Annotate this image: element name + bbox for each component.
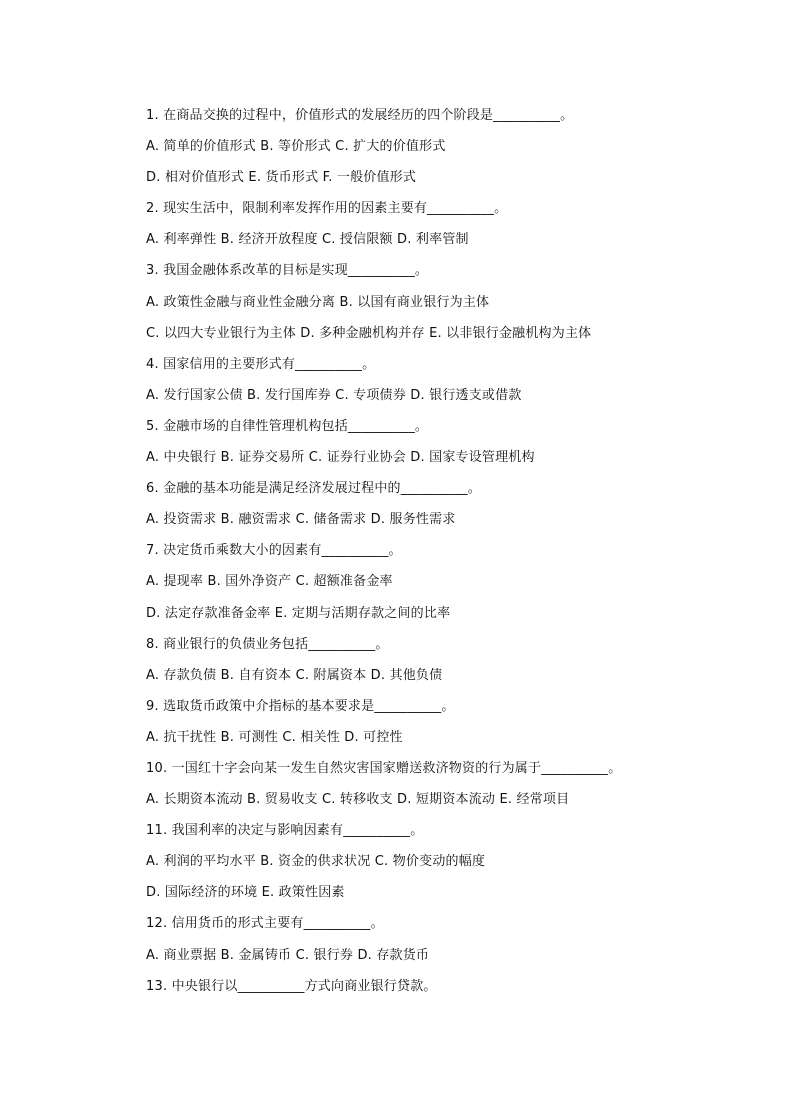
question-1: 1. 在商品交换的过程中，价值形式的发展经历的四个阶段是__________。 [146,108,574,123]
question-7-options-a: A. 提现率 B. 国外净资产 C. 超额准备金率 [146,574,393,590]
question-4-options: A. 发行国家公债 B. 发行国库券 C. 专项债券 D. 银行透支或借款 [146,387,522,403]
question-13: 13. 中央银行以__________方式向商业银行贷款。 [146,978,437,994]
question-5-options: A. 中央银行 B. 证券交易所 C. 证券行业协会 D. 国家专设管理机构 [146,450,535,466]
question-11-options-b: D. 国际经济的环境 E. 政策性因素 [146,885,345,901]
question-3: 3. 我国金融体系改革的目标是实现__________。 [146,263,429,279]
question-11-options-a: A. 利润的平均水平 B. 资金的供求状况 C. 物价变动的幅度 [146,854,486,870]
question-7-options-b: D. 法定存款准备金率 E. 定期与活期存款之间的比率 [146,605,451,621]
question-10-options: A. 长期资本流动 B. 贸易收支 C. 转移收支 D. 短期资本流动 E. 经常项目 [146,792,570,808]
question-10: 10. 一国红十字会向某一发生自然灾害国家赠送救济物资的行为属于__________。 [146,760,622,776]
question-12: 12. 信用货币的形式主要有__________。 [146,916,384,932]
question-12-options: A. 商业票据 B. 金属铸币 C. 银行券 D. 存款货币 [146,947,430,963]
question-9-options: A. 抗干扰性 B. 可测性 C. 相关性 D. 可控性 [146,729,403,745]
question-8-options: A. 存款负债 B. 自有资本 C. 附属资本 D. 其他负债 [146,667,443,683]
question-5: 5. 金融市场的自律性管理机构包括__________。 [146,418,429,434]
question-6-options: A. 投资需求 B. 融资需求 C. 储备需求 D. 服务性需求 [146,512,456,528]
question-3-options-b: C. 以四大专业银行为主体 D. 多种金融机构并存 E. 以非银行金融机构为主体 [146,325,592,341]
question-9: 9. 选取货币政策中介指标的基本要求是__________。 [146,698,455,714]
question-list [146,100,706,1002]
question-2-options: A. 利率弹性 B. 经济开放程度 C. 授信限额 D. 利率管制 [146,232,469,248]
question-1-options-b: D. 相对价值形式 E. 货币形式 F. 一般价值形式 [146,170,417,186]
question-1-options-a: A. 简单的价值形式 B. 等价形式 C. 扩大的价值形式 [146,139,446,155]
question-4: 4. 国家信用的主要形式有__________。 [146,356,376,372]
question-7: 7. 决定货币乘数大小的因素有__________。 [146,543,402,559]
question-8: 8. 商业银行的负债业务包括__________。 [146,636,389,652]
question-11: 11. 我国利率的决定与影响因素有__________。 [146,823,424,839]
question-6: 6. 金融的基本功能是满足经济发展过程中的__________。 [146,481,481,497]
question-2: 2. 现实生活中，限制利率发挥作用的因素主要有__________。 [146,201,508,217]
question-3-options-a: A. 政策性金融与商业性金融分离 B. 以国有商业银行为主体 [146,294,490,310]
